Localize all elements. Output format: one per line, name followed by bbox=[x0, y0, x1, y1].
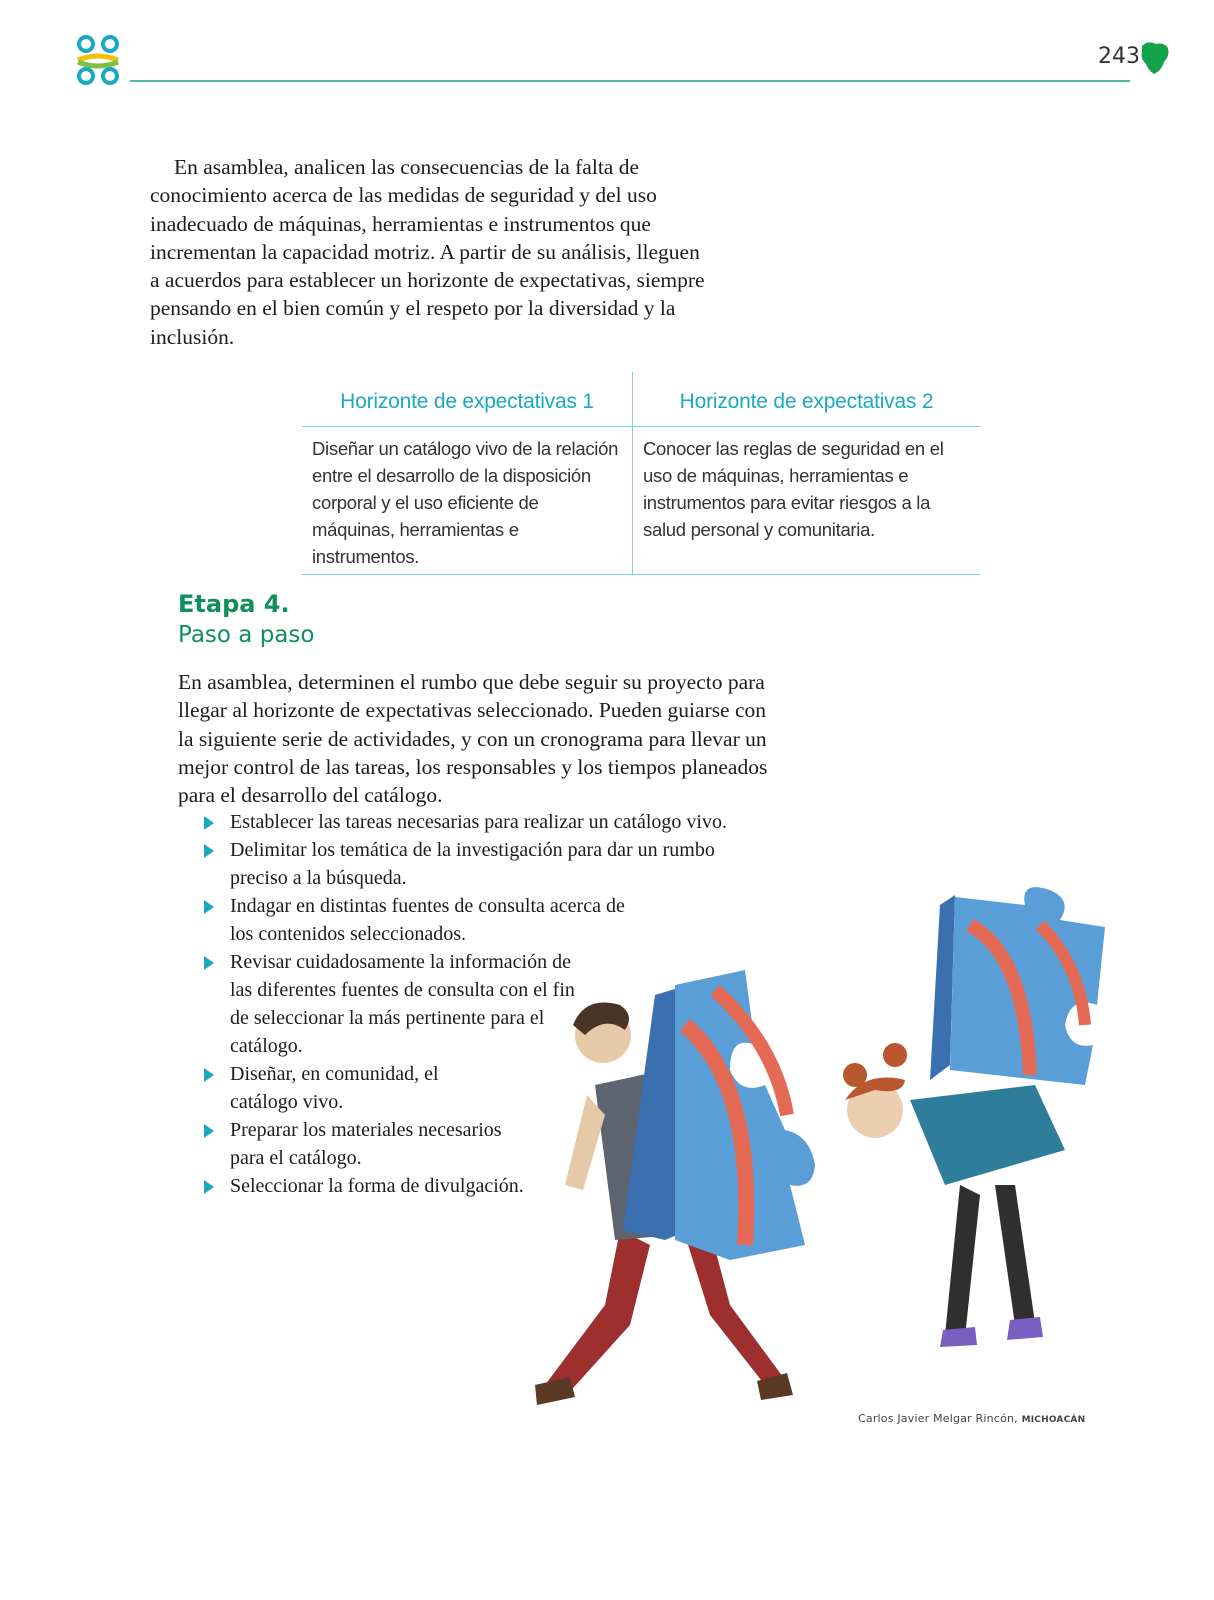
puzzle-piece-left bbox=[623, 970, 815, 1260]
table-cell-2: Conocer las reglas de seguridad en el uso de máquinas, herramientas e instrumentos para evitar riesgos a la salud personal y comunitaria. bbox=[633, 427, 981, 575]
credit-author: Carlos Javier Melgar Rincón, bbox=[858, 1412, 1018, 1425]
triangle-bullet-icon bbox=[204, 816, 214, 830]
table-row bbox=[302, 427, 980, 575]
triangle-bullet-icon bbox=[204, 956, 214, 970]
list-item: Delimitar los temática de la investigación para dar un rumbo preciso a la búsqueda. bbox=[204, 836, 770, 892]
table-header-1: Horizonte de expectativas 1 bbox=[302, 372, 633, 427]
stage-title: Etapa 4. bbox=[178, 590, 290, 618]
list-item: Establecer las tareas necesarias para realizar un catálogo vivo. bbox=[204, 808, 770, 836]
puzzle-piece-right bbox=[930, 887, 1105, 1085]
table-header-2: Horizonte de expectativas 2 bbox=[633, 372, 981, 427]
list-item: Preparar los materiales necesarios para el catálogo. bbox=[204, 1116, 530, 1172]
triangle-bullet-icon bbox=[204, 844, 214, 858]
triangle-bullet-icon bbox=[204, 1124, 214, 1138]
community-logo-icon bbox=[72, 34, 124, 86]
list-item: Revisar cuidadosamente la información de las diferentes fuentes de consulta con el fin de seleccionar la más pertinente para el catálogo. bbox=[204, 948, 575, 1060]
map-blob-icon bbox=[1138, 40, 1170, 76]
intro-paragraph: En asamblea, analicen las consecuencias de la falta de conocimiento acerca de las medidas de seguridad y del uso inadecuado de máquinas, herramientas e instrumentos que incrementan la capacidad motriz. A partir de su análisis, lleguen a acuerdos para establecer un horizonte de expectativas, siempre pensando en el bien común y el respeto por la diversidad y la inclusión. bbox=[150, 155, 705, 349]
students-puzzle-illustration bbox=[525, 885, 1125, 1425]
list-item: Diseñar, en comunidad, el catálogo vivo. bbox=[204, 1060, 470, 1116]
list-item: Seleccionar la forma de divulgación. bbox=[204, 1172, 570, 1200]
triangle-bullet-icon bbox=[204, 1068, 214, 1082]
page-number: 243 bbox=[1098, 44, 1140, 69]
credit-state: MICHOACÁN bbox=[1021, 1415, 1086, 1425]
student-right-figure bbox=[843, 1043, 1065, 1347]
illustration-credit bbox=[858, 1412, 1085, 1425]
header-divider bbox=[130, 80, 1130, 82]
triangle-bullet-icon bbox=[204, 900, 214, 914]
triangle-bullet-icon bbox=[204, 1180, 214, 1194]
expectations-table bbox=[302, 372, 980, 575]
stage-subtitle: Paso a paso bbox=[178, 622, 315, 648]
table-cell-1: Diseñar un catálogo vivo de la relación entre el desarrollo de la disposición corporal y el uso eficiente de máquinas, herramientas e instrumentos. bbox=[302, 427, 633, 575]
list-item: Indagar en distintas fuentes de consulta acerca de los contenidos seleccionados. bbox=[204, 892, 650, 948]
body-paragraph: En asamblea, determinen el rumbo que debe seguir su proyecto para llegar al horizonte de expectativas seleccionado. Pueden guiarse con la siguiente serie de actividades, y con un cronograma para llevar un mejor control de las tareas, los responsables y los tiempos planeados para el desarrollo del catálogo. bbox=[178, 670, 768, 808]
